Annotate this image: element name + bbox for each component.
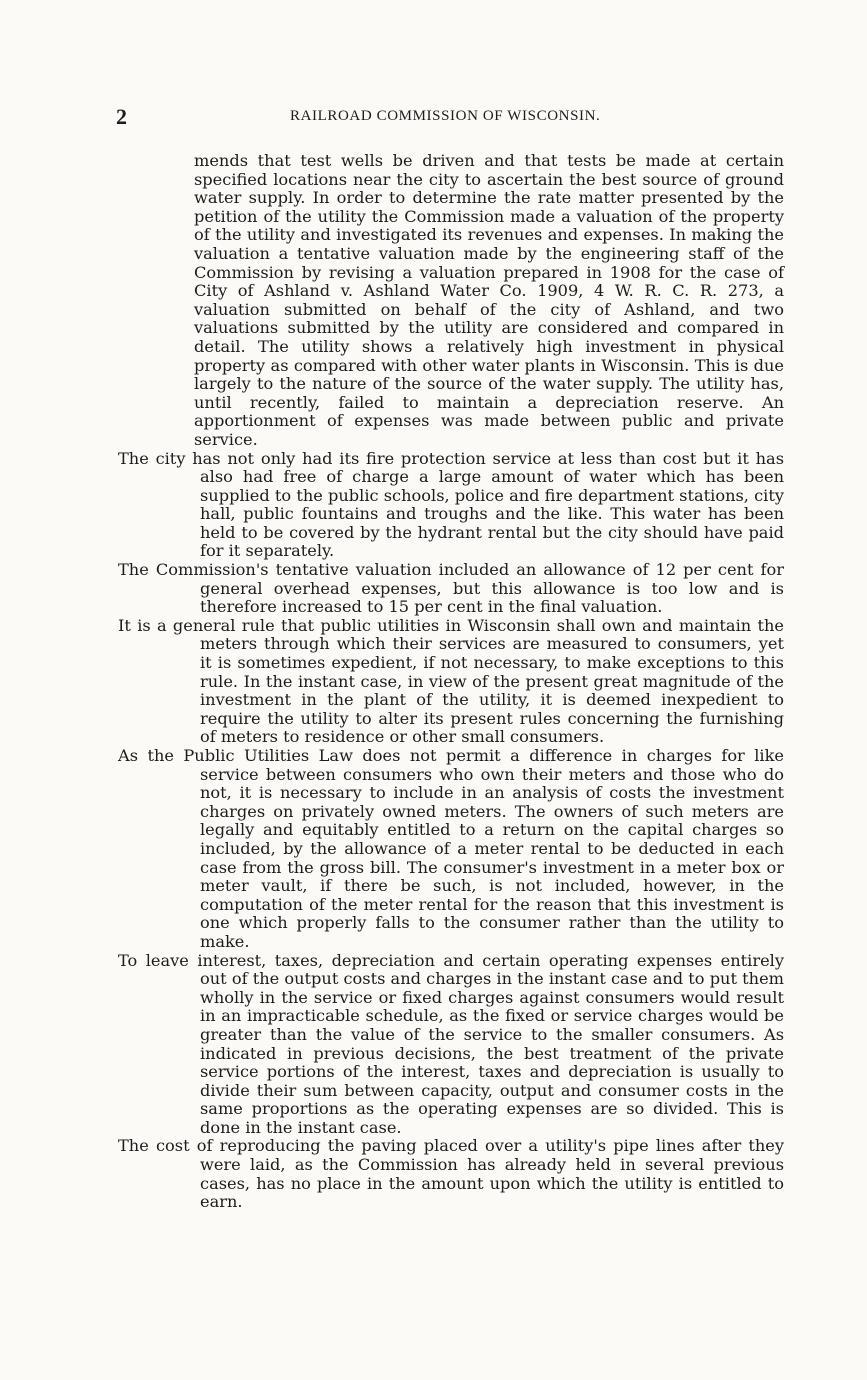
paragraph-7: The cost of reproducing the paving placed over a utility's pipe lines after they were laid, as the Commission has already held in several previous cases, has no place in the amount upon which the utility is entitled to earn. (118, 1136, 784, 1212)
paragraph-2: The city has not only had its fire protection service at less than cost but it has also had free of charge a large amount of water which has been supplied to the public schools, police and fire department stations, city hall, public fountains and troughs and the like. This water has been held to be covered by the hydrant rental but the city should have paid for it separately. (118, 448, 784, 561)
paragraph-3: The Commission's tentative valuation included an allowance of 12 per cent for general overhead expenses, but this allowance is too low and is therefore increased to 15 per cent in the final valuation. (118, 560, 784, 617)
paragraph-5: As the Public Utilities Law does not permit a difference in charges for like service between consumers who own their meters and those who do not, it is necessary to include in an analysis of costs the investment charges on privately owned meters. The owners of such meters are legally and equitably entitled to a return on the capital charges so included, by the allowance of a meter rental to be deducted in each case from the gross bill. The consumer's investment in a meter box or meter vault, if there be such, is not included, however, in the computation of the meter rental for the reason that this investment is one which properly falls to the consumer rather than the utility to make. (118, 746, 784, 951)
document-body (118, 152, 784, 1212)
paragraph-4: It is a general rule that public utilities in Wisconsin shall own and maintain the meters through which their services are measured to consumers, yet it is sometimes expedient, if not necessary, to make exceptions to this rule. In the instant case, in view of the present great magnitude of the investment in the plant of the utility, it is deemed inexpedient to require the utility to alter its present rules concerning the furnishing of meters to residence or other small consumers. (118, 615, 784, 747)
running-head: RAILROAD COMMISSION OF WISCONSIN. (290, 108, 601, 124)
paragraph-1: mends that test wells be driven and that tests be made at certain specified locations near the city to ascertain the best source of ground water supply. In order to determine the rate matter presented by the petition of the utility the Commission made a valuation of the property of the utility and investigated its revenues and expenses. In making the valuation a tentative valuation made by the engineering staff of the Commission by revising a valuation prepared in 1908 for the case of City of Ashland v. Ashland Water Co. 1909, 4 W. R. C. R. 273, a valuation submitted on behalf of the city of Ashland, and two valuations submitted by the utility are considered and compared in detail. The utility shows a relatively high investment in physical property as compared with other water plants in Wisconsin. This is due largely to the nature of the source of the water supply. The utility has, until recently, failed to maintain a depreciation reserve. An apportionment of expenses was made between public and private service. (194, 151, 784, 449)
page-number: 2 (116, 104, 127, 129)
paragraph-6: To leave interest, taxes, depreciation and certain operating expenses entirely out of the output costs and charges in the instant case and to put them wholly in the service or fixed charges against consumers would result in an impracticable schedule, as the fixed or service charges would be greater than the value of the service to the smaller consumers. As indicated in previous decisions, the best treatment of the private service portions of the interest, taxes and depreciation is usually to divide their sum between capacity, output and consumer costs in the same proportions as the operating expenses are so divided. This is done in the instant case. (118, 950, 784, 1137)
